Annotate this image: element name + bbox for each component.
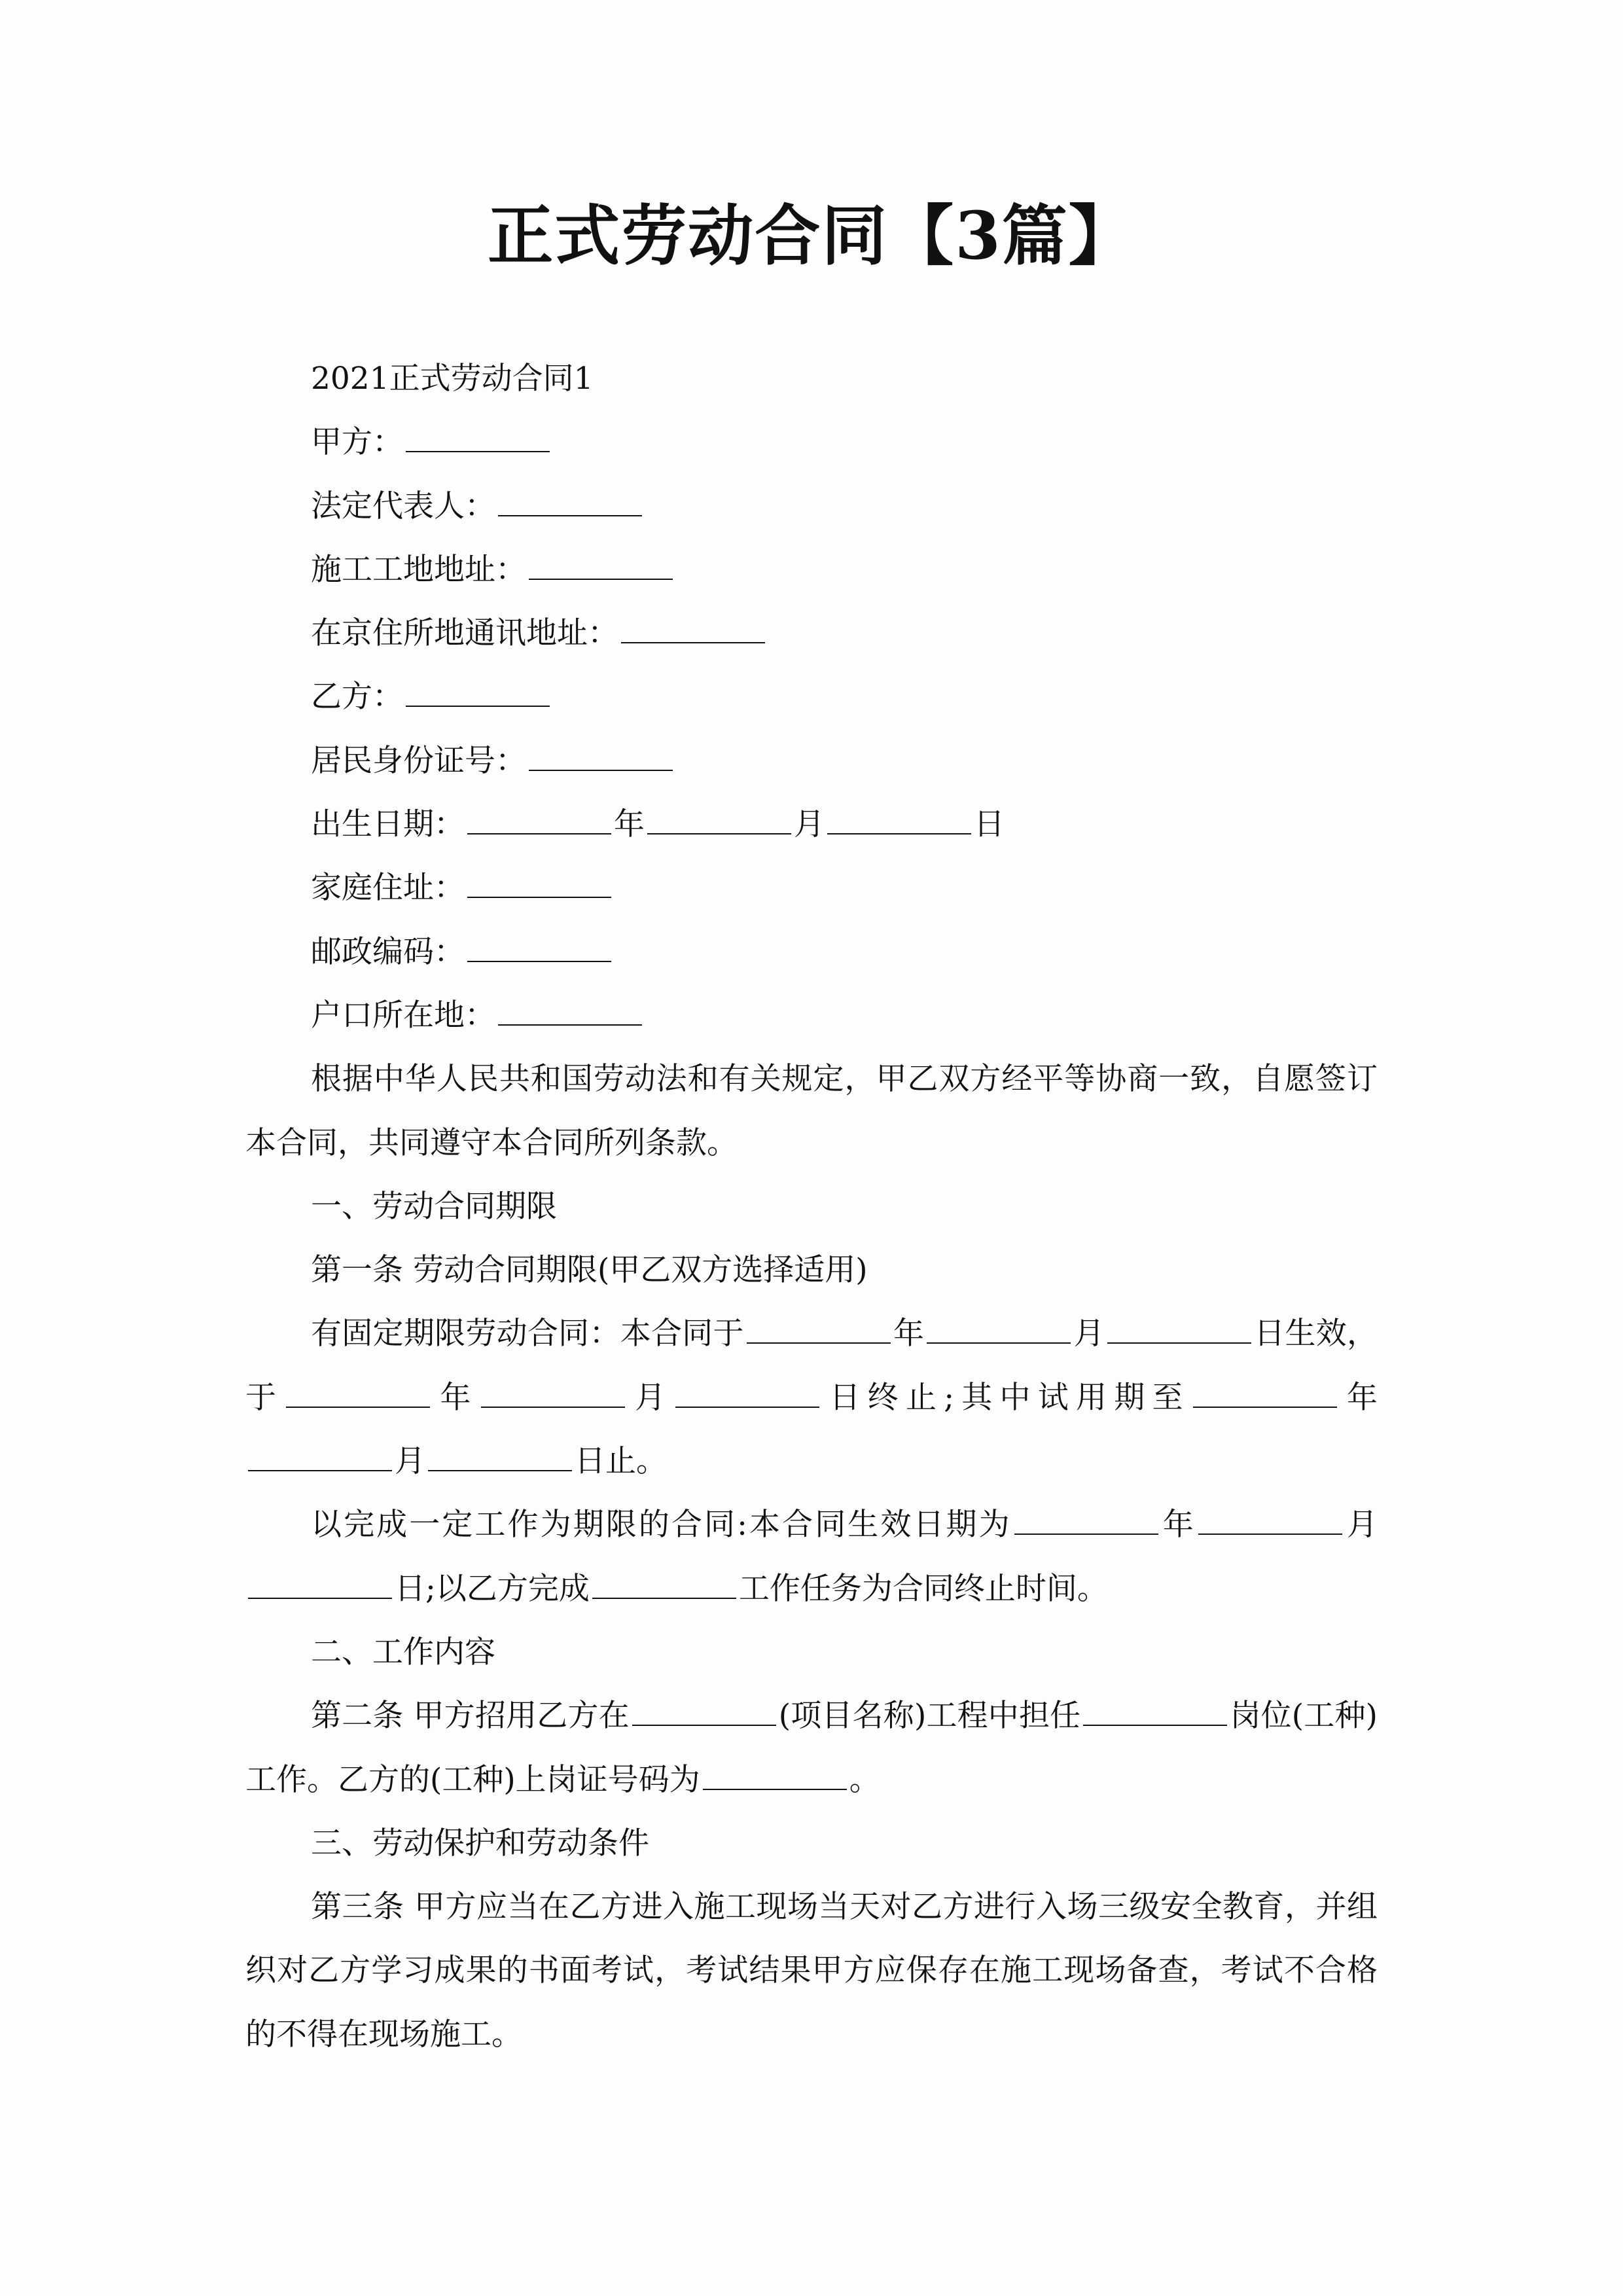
article-2-paragraph [245, 1684, 1378, 1812]
section-heading-protection: 三、劳动保护和劳动条件 [311, 1825, 649, 1861]
blank-party-b[interactable] [406, 679, 550, 707]
year-label: 年 [614, 806, 645, 843]
blank-birth-year[interactable] [467, 807, 611, 834]
blank-start-day[interactable] [1107, 1316, 1251, 1344]
field-home-address [245, 856, 1378, 920]
fixed-term-paragraph [245, 1302, 1378, 1493]
text: 工作任务为合同终止时间。 [738, 1570, 1108, 1607]
blank-hukou[interactable] [498, 998, 642, 1026]
document-body [245, 347, 1378, 2066]
blank-beijing-address[interactable] [621, 616, 765, 643]
article-1-title: 第一条 劳动合同期限(甲乙双方选择适用) [311, 1252, 868, 1289]
blank-start-year[interactable] [747, 1316, 891, 1344]
blank-effective-month[interactable] [1198, 1507, 1342, 1535]
text: 以完成一定工作为期限的合同:本合同生效日期为 [311, 1507, 1012, 1543]
text: 日终止;其中试用期至 [822, 1379, 1190, 1416]
field-label: 乙方： [311, 679, 403, 715]
blank-end-year[interactable] [286, 1380, 430, 1408]
field-site-address [245, 538, 1378, 601]
blank-end-day[interactable] [675, 1380, 819, 1408]
field-label: 出生日期： [311, 806, 465, 843]
field-label: 家庭住址： [311, 870, 465, 906]
blank-id-number[interactable] [529, 744, 673, 771]
blank-birth-day[interactable] [827, 807, 971, 834]
document-title: 正式劳动合同【3篇】 [488, 197, 1135, 274]
text: 月 [1344, 1507, 1378, 1543]
blank-birth-month[interactable] [647, 807, 791, 834]
blank-work-task[interactable] [592, 1571, 736, 1599]
text: 月 [1073, 1316, 1105, 1352]
field-label: 邮政编码： [311, 933, 465, 970]
blank-effective-year[interactable] [1014, 1507, 1158, 1535]
blank-postal-code[interactable] [467, 935, 611, 962]
text: 年 [433, 1379, 478, 1416]
text: 月 [627, 1379, 673, 1416]
blank-start-month[interactable] [927, 1316, 1071, 1344]
field-party-a [245, 410, 1378, 474]
field-birth-date [245, 793, 1378, 856]
field-hukou [245, 984, 1378, 1047]
field-label: 法定代表人： [311, 488, 495, 524]
blank-certificate-number[interactable] [703, 1763, 847, 1790]
text: 。 [849, 1761, 880, 1798]
text: 日;以乙方完成 [395, 1570, 590, 1607]
text: 岗位(工种)工作。乙方的(工种)上岗证号码为 [245, 1698, 1378, 1798]
field-party-b [245, 665, 1378, 728]
task-term-paragraph [245, 1493, 1378, 1621]
blank-home-address[interactable] [467, 870, 611, 898]
blank-legal-rep[interactable] [498, 489, 642, 516]
text: 有固定期限劳动合同：本合同于 [311, 1316, 744, 1352]
text: 年 [1339, 1379, 1378, 1416]
field-label: 施工工地地址： [311, 551, 526, 588]
article-3-paragraph: 第三条 甲方应当在乙方进入施工现场当天对乙方进行入场三级安全教育，并组织对乙方学习成果的书面考试，考试结果甲方应保存在施工现场备查，考试不合格的不得在现场施工。 [245, 1889, 1378, 2053]
preamble-paragraph: 根据中华人民共和国劳动法和有关规定，甲乙双方经平等协商一致，自愿签订本合同，共同遵守本合同所列条款。 [245, 1061, 1378, 1161]
field-id-number [245, 729, 1378, 793]
contract-subtitle: 2021正式劳动合同1 [311, 361, 594, 397]
blank-probation-month[interactable] [248, 1444, 392, 1471]
blank-party-a[interactable] [406, 425, 550, 452]
blank-site-address[interactable] [529, 552, 673, 580]
field-label: 甲方： [311, 424, 403, 461]
month-label: 月 [794, 806, 825, 843]
text: 年 [893, 1316, 925, 1352]
blank-probation-year[interactable] [1193, 1380, 1337, 1408]
blank-project-name[interactable] [632, 1698, 776, 1726]
blank-effective-day[interactable] [248, 1571, 392, 1599]
field-postal-code [245, 920, 1378, 984]
text: 月 [395, 1443, 425, 1480]
field-label: 户口所在地： [311, 997, 495, 1033]
field-label: 居民身份证号： [311, 742, 526, 779]
blank-end-month[interactable] [481, 1380, 625, 1408]
text: 日止。 [575, 1443, 667, 1480]
blank-probation-day[interactable] [428, 1444, 572, 1471]
field-beijing-address [245, 601, 1378, 665]
section-heading-work: 二、工作内容 [311, 1634, 495, 1670]
field-legal-rep [245, 475, 1378, 538]
text: 年 [1160, 1507, 1196, 1543]
blank-position[interactable] [1083, 1698, 1227, 1726]
section-heading-term: 一、劳动合同期限 [311, 1188, 557, 1225]
field-label: 在京住所地通讯地址： [311, 615, 618, 652]
text: 第二条 甲方招用乙方在 [311, 1698, 630, 1734]
text: (项目名称)工程中担任 [778, 1698, 1081, 1734]
text: 日生效，于 [245, 1316, 1378, 1416]
day-label: 日 [974, 806, 1005, 843]
